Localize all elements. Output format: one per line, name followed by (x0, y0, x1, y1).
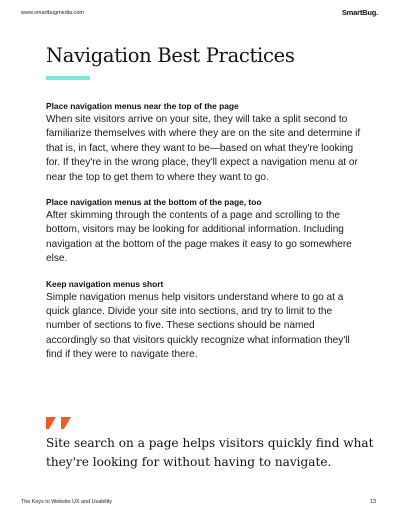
quote-mark-left (46, 417, 56, 429)
quote-mark-right (61, 417, 71, 429)
section-body: When site visitors arrive on your site, they will take a split second to familiarize themselves with where they are on the site and determine if that is, in fact, where they want to be—based on what they're looking for. If they're in the wrong place, they'll expect a navigation menu at or near the top to get them to where they want to go. (46, 114, 361, 183)
brand-logo: SmartBug. (341, 8, 378, 17)
section-heading: Keep navigation menus short (46, 278, 164, 289)
content (46, 101, 366, 375)
section-body: Simple navigation menus help visitors understand where to go at a quick glance. Divide your site into sections, and try to limit to the number of sections to five. These sections should be named accordingly so that visitors quickly recognize what information they'll find if they were to navigate there. (46, 291, 350, 361)
section-body: After skimming through the contents of a page and scrolling to the bottom, visitors may be looking for additional information. Including navigation at the bottom of the page makes it easy to go somewhere else. (46, 210, 352, 265)
title-accent-bar (46, 76, 90, 80)
site-url[interactable]: www.smartbugmedia.com (21, 10, 84, 16)
section-short-menus (46, 279, 366, 363)
section-top-navigation (46, 101, 366, 185)
section-heading: Place navigation menus at the bottom of the page, too (46, 197, 262, 208)
page-number: 13 (370, 499, 376, 505)
footer-doc-title: The Keys to Website UX and Usability (21, 499, 112, 505)
quote-icon (46, 417, 76, 429)
section-bottom-navigation (46, 197, 366, 267)
section-heading: Place navigation menus near the top of the page (46, 101, 239, 111)
page-title: Navigation Best Practices (46, 44, 295, 67)
callout-quote: Site search on a page helps visitors quickly find what they're looking for without having to navigate. (46, 436, 374, 469)
